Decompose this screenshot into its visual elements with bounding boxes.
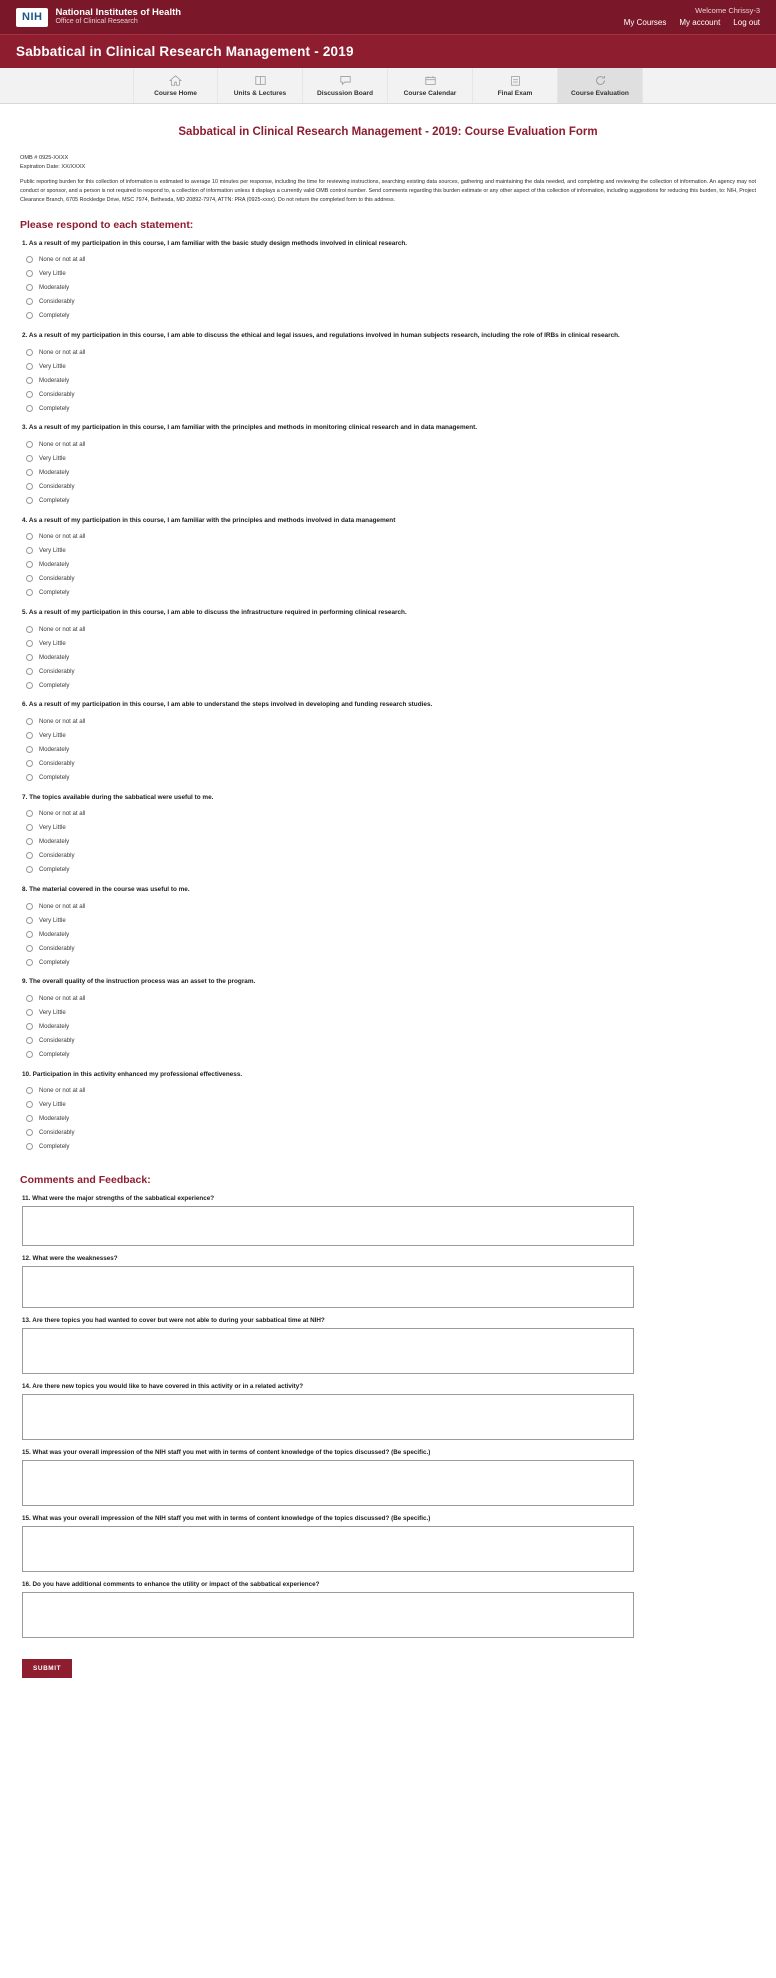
radio-icon[interactable]	[26, 1143, 33, 1150]
open-question-block	[20, 1255, 756, 1308]
open-question-block	[20, 1317, 756, 1374]
radio-option[interactable]	[26, 295, 756, 309]
radio-group	[26, 899, 756, 969]
radio-label: Completely	[39, 589, 70, 597]
radio-option[interactable]	[26, 1006, 756, 1020]
radio-label: None or not at all	[39, 1087, 86, 1095]
radio-icon[interactable]	[26, 718, 33, 725]
radio-option[interactable]	[26, 821, 756, 835]
radio-icon[interactable]	[26, 547, 33, 554]
radio-icon[interactable]	[26, 589, 33, 596]
radio-group	[26, 622, 756, 692]
radio-label: Considerably	[39, 575, 75, 583]
radio-icon[interactable]	[26, 1101, 33, 1108]
question-text: 7. The topics available during the sabbatical were useful to me.	[22, 793, 214, 801]
nih-badge: NIH	[16, 8, 48, 27]
radio-label: Moderately	[39, 284, 70, 292]
answer-textarea-15a[interactable]	[22, 1460, 634, 1506]
question-block	[20, 886, 756, 969]
question-block	[20, 701, 756, 784]
open-question-block	[20, 1195, 756, 1246]
radio-option[interactable]	[26, 359, 756, 373]
radio-option[interactable]	[26, 743, 756, 757]
radio-label: Very Little	[39, 916, 66, 924]
radio-label: None or not at all	[39, 348, 86, 356]
question-text: 2. As a result of my participation in this course, I am able to discuss the ethical and legal issues, and regulations involved in human subjects research, including the role of IRBs in clinical research.	[22, 331, 620, 339]
question-block	[20, 794, 756, 877]
page-title: Sabbatical in Clinical Research Management - 2019: Course Evaluation Form	[178, 126, 598, 138]
radio-option[interactable]	[26, 309, 756, 323]
radio-option[interactable]	[26, 729, 756, 743]
tab-course-calendar[interactable]	[388, 68, 473, 103]
radio-label: Very Little	[39, 362, 66, 370]
open-question-block	[20, 1581, 756, 1638]
radio-label: None or not at all	[39, 256, 86, 264]
radio-label: Completely	[39, 958, 70, 966]
radio-option[interactable]	[26, 253, 756, 267]
radio-icon[interactable]	[26, 533, 33, 540]
radio-label: Moderately	[39, 561, 70, 569]
home-icon	[169, 75, 182, 88]
question-text: 14. Are there new topics you would like to have covered in this activity or in a related activity?	[22, 1382, 304, 1390]
radio-group	[26, 345, 756, 415]
radio-icon[interactable]	[26, 298, 33, 305]
submit-button[interactable]: SUBMIT	[22, 1659, 72, 1678]
book-icon	[254, 75, 267, 88]
radio-icon[interactable]	[26, 1087, 33, 1094]
answer-textarea-14[interactable]	[22, 1394, 634, 1440]
radio-option[interactable]	[26, 636, 756, 650]
radio-label: None or not at all	[39, 625, 86, 633]
radio-icon[interactable]	[26, 377, 33, 384]
radio-icon[interactable]	[26, 561, 33, 568]
radio-label: Very Little	[39, 1101, 66, 1109]
radio-option[interactable]	[26, 807, 756, 821]
radio-option[interactable]	[26, 1048, 756, 1062]
radio-label: Considerably	[39, 667, 75, 675]
question-block	[20, 332, 756, 415]
radio-label: Completely	[39, 404, 70, 412]
question-block	[20, 240, 756, 323]
radio-group	[26, 253, 756, 323]
statements-heading: Please respond to each statement:	[20, 218, 194, 231]
question-text: 5. As a result of my participation in this course, I am able to discuss the infrastructure required in performing clinical research.	[22, 608, 407, 616]
radio-icon[interactable]	[26, 810, 33, 817]
radio-icon[interactable]	[26, 270, 33, 277]
radio-icon[interactable]	[26, 866, 33, 873]
tab-label: Course Home	[154, 89, 197, 97]
radio-icon[interactable]	[26, 903, 33, 910]
burden-statement: Public reporting burden for this collection of information is estimated to average 10 minutes per response, including the time for reviewing instructions, searching existing data sources, gathering and maintaining the data needed, and completing and reviewing the collection of information. An agency may not conduct or sponsor, and a person is not required to respond to, a collection of information unless it displays a currently valid OMB control number. Send comments regarding this burden estimate or any other aspect of this collection of information, including suggestions for reducing this burden, to: NIH, Project Clearance Branch, 6705 Rockledge Drive, MSC 7974, Bethesda, MD 20892-7974, ATTN: PRA (0925-xxxx). Do not return the completed form to this address.	[20, 179, 756, 203]
radio-option[interactable]	[26, 438, 756, 452]
omb-expiration: Expiration Date: XX/XXXX	[20, 163, 86, 170]
radio-label: Considerably	[39, 944, 75, 952]
radio-label: Moderately	[39, 838, 70, 846]
radio-label: Considerably	[39, 483, 75, 491]
radio-option[interactable]	[26, 267, 756, 281]
question-text: 8. The material covered in the course was useful to me.	[22, 885, 190, 893]
evaluation-page	[0, 104, 776, 1708]
radio-icon[interactable]	[26, 931, 33, 938]
radio-option[interactable]	[26, 899, 756, 913]
radio-icon[interactable]	[26, 1023, 33, 1030]
utility-bar	[0, 0, 776, 34]
radio-label: Considerably	[39, 390, 75, 398]
radio-icon[interactable]	[26, 405, 33, 412]
radio-option[interactable]	[26, 622, 756, 636]
radio-option[interactable]	[26, 992, 756, 1006]
radio-label: Moderately	[39, 746, 70, 754]
question-block	[20, 424, 756, 507]
radio-icon[interactable]	[26, 483, 33, 490]
open-question-block	[20, 1449, 756, 1506]
radio-option[interactable]	[26, 530, 756, 544]
radio-option[interactable]	[26, 678, 756, 692]
radio-icon[interactable]	[26, 732, 33, 739]
radio-icon[interactable]	[26, 824, 33, 831]
course-nav	[0, 68, 776, 104]
radio-label: Moderately	[39, 376, 70, 384]
radio-icon[interactable]	[26, 852, 33, 859]
radio-option[interactable]	[26, 544, 756, 558]
radio-group	[26, 530, 756, 600]
question-block	[20, 1071, 756, 1154]
welcome-text: Welcome Chrissy-3	[695, 6, 760, 16]
question-text: 10. Participation in this activity enhanced my professional effectiveness.	[22, 1070, 243, 1078]
radio-icon[interactable]	[26, 640, 33, 647]
question-block	[20, 609, 756, 692]
question-text: 9. The overall quality of the instruction process was an asset to the program.	[22, 978, 256, 986]
radio-label: Moderately	[39, 1023, 70, 1031]
tab-course-evaluation[interactable]	[558, 68, 643, 103]
answer-textarea-12[interactable]	[22, 1266, 634, 1308]
radio-option[interactable]	[26, 401, 756, 415]
radio-icon[interactable]	[26, 995, 33, 1002]
radio-label: Completely	[39, 774, 70, 782]
radio-group	[26, 1084, 756, 1154]
radio-label: Moderately	[39, 653, 70, 661]
radio-label: Very Little	[39, 270, 66, 278]
radio-icon[interactable]	[26, 284, 33, 291]
question-text: 15. What was your overall impression of the NIH staff you met with in terms of content knowledge of the topics discussed? (Be specific.)	[22, 1448, 431, 1456]
radio-option[interactable]	[26, 664, 756, 678]
radio-icon[interactable]	[26, 1009, 33, 1016]
radio-label: Considerably	[39, 1037, 75, 1045]
radio-icon[interactable]	[26, 682, 33, 689]
radio-icon[interactable]	[26, 349, 33, 356]
link-my-courses[interactable]: My Courses	[623, 17, 667, 27]
radio-label: Considerably	[39, 760, 75, 768]
radio-label: Completely	[39, 497, 70, 505]
radio-label: None or not at all	[39, 718, 86, 726]
radio-option[interactable]	[26, 1112, 756, 1126]
radio-option[interactable]	[26, 452, 756, 466]
answer-textarea-11[interactable]	[22, 1206, 634, 1246]
radio-option[interactable]	[26, 586, 756, 600]
omb-number: OMB # 0925-XXXX	[20, 155, 69, 161]
radio-option[interactable]	[26, 281, 756, 295]
radio-option[interactable]	[26, 572, 756, 586]
radio-icon[interactable]	[26, 441, 33, 448]
org-subtitle: Office of Clinical Research	[55, 18, 138, 26]
radio-icon[interactable]	[26, 575, 33, 582]
radio-option[interactable]	[26, 1098, 756, 1112]
tab-final-exam[interactable]	[473, 68, 558, 103]
tab-label: Course Evaluation	[571, 89, 629, 97]
radio-label: Completely	[39, 681, 70, 689]
radio-option[interactable]	[26, 1034, 756, 1048]
radio-option[interactable]	[26, 1084, 756, 1098]
link-log-out[interactable]: Log out	[733, 17, 760, 27]
answer-textarea-15b[interactable]	[22, 1526, 634, 1572]
course-header	[0, 34, 776, 68]
radio-group	[26, 715, 756, 785]
radio-icon[interactable]	[26, 1129, 33, 1136]
radio-icon[interactable]	[26, 1115, 33, 1122]
radio-group	[26, 438, 756, 508]
radio-icon[interactable]	[26, 1037, 33, 1044]
radio-label: Very Little	[39, 455, 66, 463]
calendar-icon	[424, 75, 437, 88]
radio-icon[interactable]	[26, 668, 33, 675]
tab-label: Course Calendar	[403, 89, 457, 97]
question-block	[20, 978, 756, 1061]
question-text: 12. What were the weaknesses?	[22, 1254, 118, 1262]
radio-icon[interactable]	[26, 469, 33, 476]
radio-label: Considerably	[39, 298, 75, 306]
tab-units-lectures[interactable]	[218, 68, 303, 103]
question-text: 11. What were the major strengths of the sabbatical experience?	[22, 1194, 215, 1202]
answer-textarea-16[interactable]	[22, 1592, 634, 1638]
clipboard-icon	[509, 75, 522, 88]
radio-icon[interactable]	[26, 774, 33, 781]
radio-icon[interactable]	[26, 917, 33, 924]
open-question-block	[20, 1515, 756, 1572]
radio-icon[interactable]	[26, 256, 33, 263]
radio-option[interactable]	[26, 373, 756, 387]
utility-links	[624, 18, 760, 28]
radio-option[interactable]	[26, 387, 756, 401]
radio-icon[interactable]	[26, 455, 33, 462]
radio-label: Completely	[39, 866, 70, 874]
tab-label: Final Exam	[497, 89, 533, 97]
open-question-block	[20, 1383, 756, 1440]
radio-option[interactable]	[26, 558, 756, 572]
tab-discussion-board[interactable]	[303, 68, 388, 103]
radio-group	[26, 992, 756, 1062]
radio-option[interactable]	[26, 941, 756, 955]
tab-course-home[interactable]	[133, 68, 218, 103]
radio-option[interactable]	[26, 345, 756, 359]
radio-label: Very Little	[39, 824, 66, 832]
question-text: 6. As a result of my participation in this course, I am able to understand the steps involved in developing and funding research studies.	[22, 701, 433, 709]
refresh-icon	[594, 75, 607, 88]
radio-option[interactable]	[26, 913, 756, 927]
radio-label: Completely	[39, 1143, 70, 1151]
radio-option[interactable]	[26, 494, 756, 508]
course-title: Sabbatical in Clinical Research Management - 2019	[16, 44, 354, 59]
org-title: National Institutes of Health	[55, 6, 182, 18]
radio-label: Very Little	[39, 639, 66, 647]
radio-label: Completely	[39, 312, 70, 320]
radio-option[interactable]	[26, 835, 756, 849]
radio-option[interactable]	[26, 955, 756, 969]
radio-option[interactable]	[26, 466, 756, 480]
question-text: 4. As a result of my participation in this course, I am familiar with the principles and methods involved in data management	[22, 516, 396, 524]
radio-option[interactable]	[26, 1020, 756, 1034]
radio-label: Considerably	[39, 852, 75, 860]
radio-option[interactable]	[26, 1140, 756, 1154]
radio-option[interactable]	[26, 863, 756, 877]
radio-icon[interactable]	[26, 746, 33, 753]
question-text: 16. Do you have additional comments to enhance the utility or impact of the sabbatical experience?	[22, 1580, 320, 1588]
radio-icon[interactable]	[26, 760, 33, 767]
radio-label: Moderately	[39, 1115, 70, 1123]
radio-option[interactable]	[26, 715, 756, 729]
radio-label: Moderately	[39, 469, 70, 477]
radio-label: None or not at all	[39, 995, 86, 1003]
question-text: 15. What was your overall impression of the NIH staff you met with in terms of content knowledge of the topics discussed? (Be specific.)	[22, 1514, 431, 1522]
radio-option[interactable]	[26, 771, 756, 785]
radio-label: Considerably	[39, 1129, 75, 1137]
question-block	[20, 517, 756, 600]
radio-label: None or not at all	[39, 533, 86, 541]
radio-icon[interactable]	[26, 626, 33, 633]
radio-label: Very Little	[39, 732, 66, 740]
radio-icon[interactable]	[26, 959, 33, 966]
radio-icon[interactable]	[26, 654, 33, 661]
radio-icon[interactable]	[26, 1051, 33, 1058]
radio-group	[26, 807, 756, 877]
radio-label: None or not at all	[39, 441, 86, 449]
radio-icon[interactable]	[26, 363, 33, 370]
radio-label: Very Little	[39, 547, 66, 555]
question-text: 1. As a result of my participation in this course, I am familiar with the basic study design methods involved in clinical research.	[22, 239, 408, 247]
answer-textarea-13[interactable]	[22, 1328, 634, 1374]
chat-icon	[339, 75, 352, 88]
question-text: 3. As a result of my participation in this course, I am familiar with the principles and methods in monitoring clinical research and in data management.	[22, 424, 478, 432]
radio-icon[interactable]	[26, 497, 33, 504]
radio-option[interactable]	[26, 650, 756, 664]
tab-label: Discussion Board	[316, 89, 374, 97]
tab-label: Units & Lectures	[233, 89, 287, 97]
radio-option[interactable]	[26, 849, 756, 863]
radio-option[interactable]	[26, 480, 756, 494]
radio-icon[interactable]	[26, 838, 33, 845]
radio-option[interactable]	[26, 757, 756, 771]
radio-icon[interactable]	[26, 945, 33, 952]
radio-label: Moderately	[39, 930, 70, 938]
radio-icon[interactable]	[26, 391, 33, 398]
radio-label: None or not at all	[39, 902, 86, 910]
radio-option[interactable]	[26, 927, 756, 941]
comments-heading: Comments and Feedback:	[20, 1173, 151, 1186]
radio-icon[interactable]	[26, 312, 33, 319]
nih-logo[interactable]	[16, 8, 181, 27]
link-my-account[interactable]: My account	[679, 17, 721, 27]
radio-label: Completely	[39, 1051, 70, 1059]
radio-label: None or not at all	[39, 810, 86, 818]
question-text: 13. Are there topics you had wanted to cover but were not able to during your sabbatical time at NIH?	[22, 1316, 325, 1324]
radio-option[interactable]	[26, 1126, 756, 1140]
radio-label: Very Little	[39, 1009, 66, 1017]
